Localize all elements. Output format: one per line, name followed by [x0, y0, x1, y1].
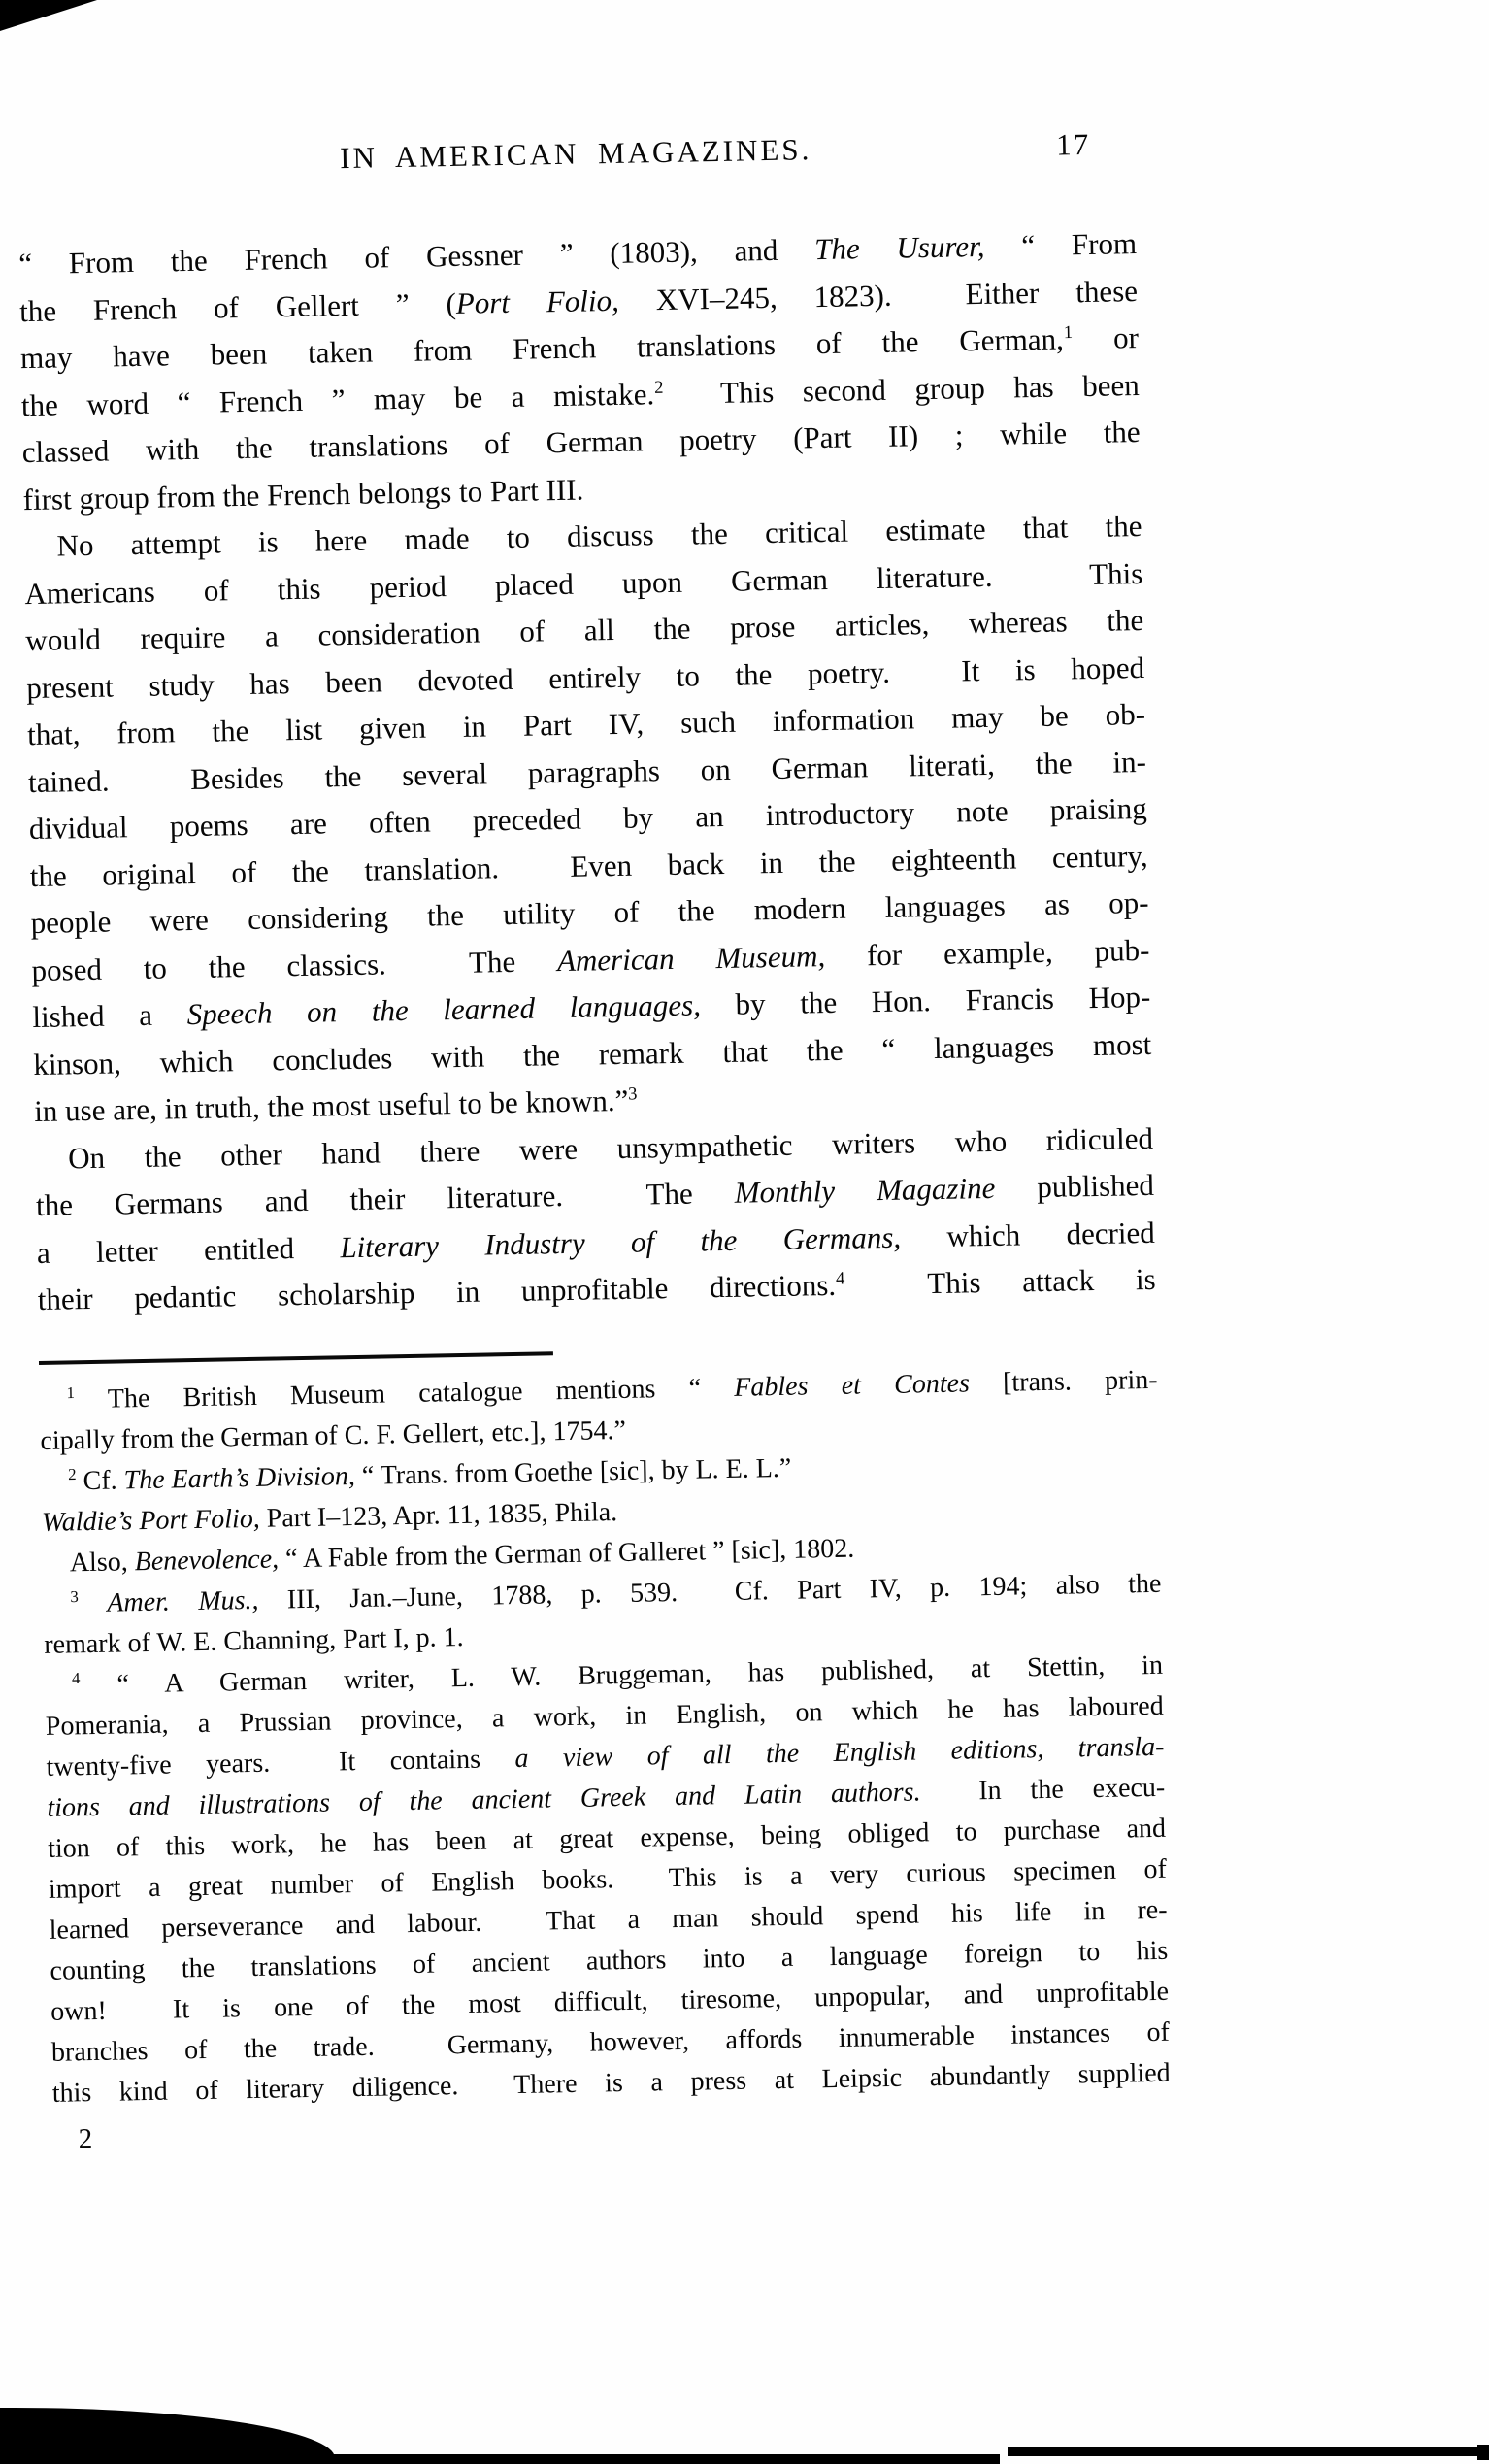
text-line: the original of the translation. Even back in the eighteenth century,	[29, 838, 1148, 893]
text-line: the word “ French ” may be a mistake.$^2$ This second group has been	[20, 367, 1141, 422]
text-line: Pomerania, a Prussian province, a work, in English, on which he has laboured	[45, 1690, 1164, 1742]
text-line: the Germans and their literature. The Monthly Magazine published	[35, 1167, 1155, 1222]
text-line: import a great number of English books. This is a very curious specimen of	[48, 1853, 1168, 1905]
text-line: own! It is one of the most difficult, tiresome, unpopular, and unprofitable	[50, 1976, 1170, 2027]
text-line: dividual poems are often preceded by an introductory note praising	[28, 790, 1148, 847]
text-line: kinson, which concludes with the remark that the “ languages most	[33, 1026, 1152, 1082]
running-header	[17, 125, 1136, 183]
text-line: $^3$ Amer. Mus., III, Jan.–June, 1788, p. 539. Cf. Part IV, p. 194; also the	[70, 1568, 1162, 1618]
text-line: in use are, in truth, the most useful to be known.”$^3$	[33, 1082, 638, 1129]
text-line: that, from the list given in Part IV, such information may be ob-	[26, 696, 1146, 752]
text-line: learned perseverance and labour. That a man should spend his life in re-	[49, 1894, 1168, 1946]
page-content	[17, 125, 1172, 2155]
scan-artifact-bottom-right-corner	[1477, 2445, 1489, 2460]
footnote-separator-rule	[39, 1351, 553, 1365]
text-line: $^2$ Cf. The Earth’s Division, “ Trans. from Goethe [sic], by L. E. L.”	[67, 1452, 792, 1496]
text-line: “ From the French of Gessner ” (1803), and The Usurer, “ From	[17, 226, 1138, 282]
text-line: twenty-five years. It contains a view of all the English editions, transla-	[46, 1731, 1165, 1782]
text-line: tained. Besides the several paragraphs on German literati, the in-	[27, 744, 1147, 799]
text-line: first group from the French belongs to Part III.	[22, 472, 584, 516]
signature-mark: 2	[78, 2122, 93, 2154]
text-line: Americans of this period placed upon German literature. This	[24, 555, 1143, 611]
scan-artifact-bottom-strip-right	[1008, 2447, 1489, 2456]
text-line: present study has been devoted entirely to the poetry. It is hoped	[25, 649, 1145, 705]
text-line: $^4$ “ A German writer, L. W. Bruggeman, has published, at Stettin, in	[71, 1649, 1164, 1700]
body-text	[18, 220, 1156, 1323]
text-line: this kind of literary diligence. There is a press at Leipsic abundantly supplied	[51, 2057, 1171, 2109]
text-line: On the other hand there were unsympathetic writers who ridiculed	[67, 1120, 1154, 1175]
text-line: the French of Gellert ” (Port Folio, XVI–245, 1823). Either these	[18, 273, 1139, 328]
text-line: counting the translations of ancient authors into a language foreign to his	[50, 1935, 1169, 1986]
scan-artifact-bottom-strip-left	[0, 2454, 1000, 2464]
text-line: $^1$ The British Museum catalogue mentions “ Fables et Contes [trans. prin-	[66, 1364, 1158, 1415]
text-line: No attempt is here made to discuss the critical estimate that the	[56, 508, 1142, 563]
scan-artifact-bottom-left-blob	[0, 2408, 335, 2460]
text-line: tions and illustrations of the ancient Greek and Latin authors. In the execu-	[47, 1772, 1166, 1823]
text-line: posed to the classics. The American Museum, for example, pub-	[31, 932, 1150, 987]
text-line: Also, Benevolence, “ A Fable from the German of Galleret ” [sic], 1802.	[69, 1533, 855, 1578]
text-line: tion of this work, he has been at great expense, being obliged to purchase and	[47, 1813, 1167, 1864]
text-line: a letter entitled Literary Industry of the Germans, which decried	[36, 1215, 1156, 1270]
text-line: lished a Speech on the learned languages, by the Hon. Francis Hop-	[32, 979, 1151, 1035]
text-line: Waldie’s Port Folio, Part I–123, Apr. 11, 1835, Phila.	[41, 1496, 618, 1538]
footnotes-text	[39, 1359, 1171, 2114]
text-line: classed with the translations of German poetry (Part II) ; while the	[21, 415, 1141, 470]
text-line: branches of the trade. Germany, however, affords innumerable instances of	[50, 2016, 1171, 2068]
text-line: cipally from the German of C. F. Gellert, etc.], 1754.”	[40, 1415, 627, 1456]
text-line: their pedantic scholarship in unprofitable directions.$^4$ This attack is	[37, 1261, 1156, 1316]
text-line: may have been taken from French translations of the German,$^1$ or	[19, 320, 1140, 376]
text-line: remark of W. E. Channing, Part I, p. 1.	[44, 1621, 464, 1660]
text-line: people were considering the utility of the modern languages as op-	[30, 884, 1149, 941]
scan-artifact-top-left-corner	[0, 0, 97, 31]
text-line: would require a consideration of all the prose articles, whereas the	[25, 602, 1144, 658]
page-number: 17	[1055, 126, 1091, 162]
running-header-title: IN AMERICAN MAGAZINES.	[339, 132, 812, 176]
